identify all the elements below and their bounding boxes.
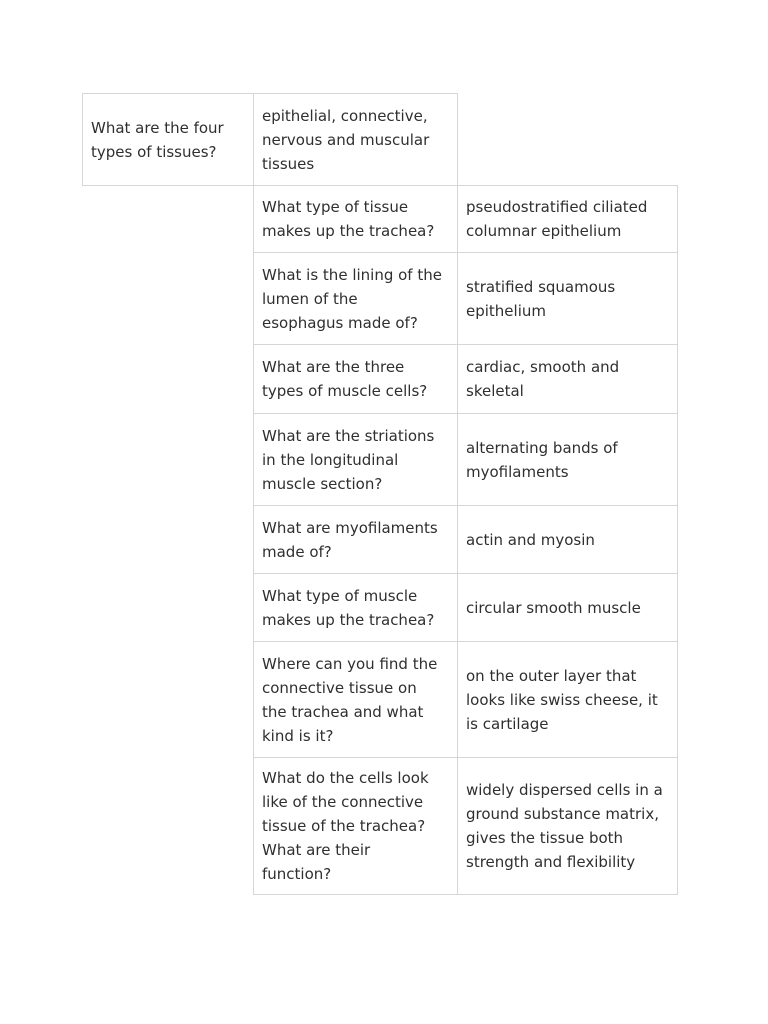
question-text: What are the striations in the longitudinal muscle section? (262, 426, 435, 493)
answer-text: circular smooth muscle (466, 598, 641, 617)
table-row-answer (457, 506, 678, 574)
definition-text: epithelial, connective, nervous and muscular tissues (262, 106, 430, 173)
table-row-answer (457, 574, 678, 642)
answer-text: pseudostratified ciliated columnar epithelium (466, 198, 648, 240)
answer-text: widely dispersed cells in a ground substance matrix, gives the tissue both strength and flexibility (466, 781, 663, 871)
table-row-question (253, 414, 458, 506)
table-row-answer (457, 758, 678, 895)
table-row-answer (457, 185, 678, 253)
table-row-question (253, 642, 458, 758)
table-row-answer (457, 253, 678, 345)
question-text: What is the lining of the lumen of the esophagus made of? (262, 265, 442, 332)
table-row-question (253, 506, 458, 574)
question-text: What type of tissue makes up the trachea? (262, 198, 435, 240)
question-text: Where can you find the connective tissue on the trachea and what kind is it? (262, 654, 438, 745)
table-row-question (253, 185, 458, 253)
question-text: What are myofilaments made of? (262, 518, 438, 561)
answer-text: stratified squamous epithelium (466, 277, 616, 320)
table-row-answer (457, 642, 678, 758)
question-text: What do the cells look like of the connective tissue of the trachea? What are their function? (262, 769, 429, 883)
definition-cell (253, 93, 458, 186)
answer-text: actin and myosin (466, 530, 595, 549)
table-row-question (253, 345, 458, 414)
question-text: What are the three types of muscle cells? (262, 358, 428, 400)
answer-text: alternating bands of myofilaments (466, 438, 618, 481)
table-row-question (253, 574, 458, 642)
question-text: What type of muscle makes up the trachea? (262, 586, 435, 629)
table-row-question (253, 253, 458, 345)
answer-text: cardiac, smooth and skeletal (466, 358, 620, 400)
table-row-answer (457, 345, 678, 414)
term-text: What are the four types of tissues? (91, 118, 224, 161)
table-row-answer (457, 414, 678, 506)
table-row-question (253, 758, 458, 895)
term-cell (82, 93, 254, 186)
answer-text: on the outer layer that looks like swiss cheese, it is cartilage (466, 666, 658, 733)
